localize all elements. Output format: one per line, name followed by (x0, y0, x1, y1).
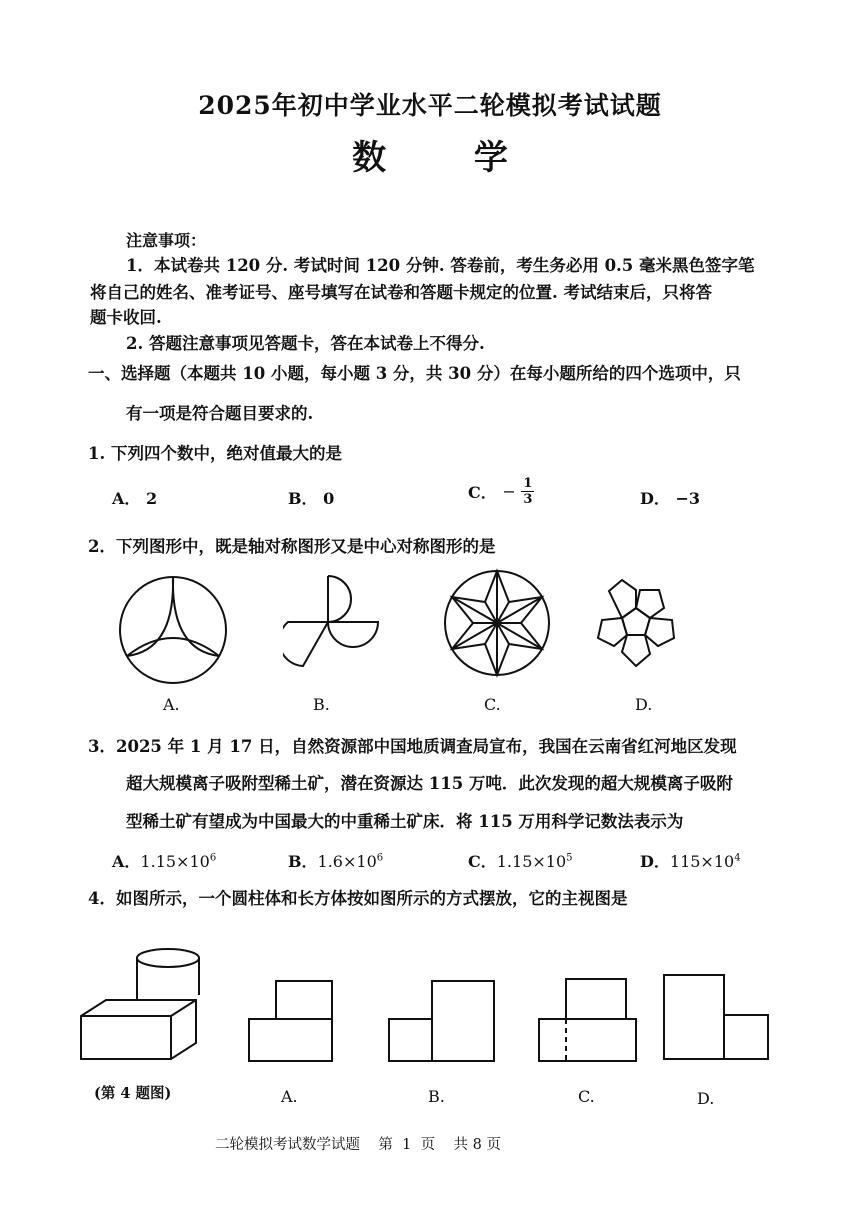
q4-figure-cylinder-cuboid (76, 945, 226, 1065)
q4-figure-caption: (第 4 题图) (94, 1085, 172, 1102)
q4-label-c: C. (578, 1087, 595, 1106)
q2-figure-b-pinwheel (283, 570, 393, 680)
q2-label-b: B. (313, 695, 330, 714)
q3-option-a-value: 1.15×10 (140, 852, 210, 871)
q1-option-b: B． 0 (288, 489, 335, 508)
q1-option-c (468, 476, 534, 507)
q2-label-a: A. (163, 695, 180, 714)
notice-item-2: 2. 答题注意事项见答题卡，答在本试卷上不得分. (126, 334, 485, 353)
q3-option-d-exponent: 4 (734, 852, 741, 864)
exam-title: 2025年初中学业水平二轮模拟考试试题 (198, 91, 662, 120)
q3-option-a-label: A． (112, 852, 141, 871)
q3-option-c (468, 849, 573, 872)
notice-item-1-line-3: 题卡收回. (90, 308, 162, 327)
question-4-stem: 4．如图所示，一个圆柱体和长方体按如图所示的方式摆放，它的主视图是 (88, 889, 628, 908)
q4-view-a (246, 978, 336, 1064)
q3-option-d (640, 849, 741, 872)
q2-label-c: C. (484, 695, 501, 714)
q1-option-a: A． 2 (112, 489, 158, 508)
q4-view-c (536, 976, 640, 1064)
q2-label-d: D. (635, 695, 653, 714)
q3-option-d-value: 115×10 (669, 852, 735, 871)
q3-option-b-exponent: 6 (376, 852, 384, 864)
fraction-denominator: 3 (523, 492, 533, 507)
notice-heading: 注意事项： (126, 231, 207, 250)
subject-title: 数 学 (352, 138, 546, 178)
q2-figure-d-pentagons (578, 568, 694, 678)
fraction-numerator: 1 (523, 476, 533, 491)
q3-option-c-value: 1.15×10 (496, 852, 567, 871)
q4-view-b (386, 978, 498, 1064)
q2-figure-a-circle-triangle (113, 570, 233, 690)
q4-view-d (661, 972, 773, 1062)
q1-option-c-sign: − (502, 482, 516, 501)
q4-label-a: A. (281, 1087, 298, 1106)
q1-option-d: D． −3 (640, 489, 700, 508)
q4-label-b: B. (428, 1087, 445, 1106)
q4-label-d: D. (697, 1089, 715, 1108)
q1-option-c-label: C． (468, 483, 497, 502)
question-3-line-2: 超大规模离子吸附型稀土矿，潜在资源达 115 万吨．此次发现的超大规模离子吸附 (126, 774, 733, 793)
q3-option-c-label: C． (468, 852, 497, 871)
q3-option-b (288, 849, 383, 872)
q1-option-c-fraction (521, 476, 534, 507)
section-1-heading-cont: 有一项是符合题目要求的. (126, 404, 314, 423)
q3-option-b-label: B． (288, 852, 318, 871)
page-footer: 二轮模拟考试数学试题 第 1 页 共 8 页 (215, 1137, 501, 1153)
q3-option-a (112, 849, 216, 872)
section-1-heading: 一、选择题（本题共 10 小题，每小题 3 分，共 30 分）在每小题所给的四个选项中，只 (88, 364, 741, 383)
q3-option-c-exponent: 5 (566, 852, 573, 864)
notice-item-1-line-2: 将自己的姓名、准考证号、座号填写在试卷和答题卡规定的位置. 考试结束后，只将答 (90, 283, 712, 302)
question-3-line-1: 3．2025 年 1 月 17 日，自然资源部中国地质调查局宣布，我国在云南省红河地区发现 (88, 737, 737, 756)
question-1-stem: 1. 下列四个数中，绝对值最大的是 (88, 444, 342, 463)
question-2-stem: 2．下列图形中，既是轴对称图形又是中心对称图形的是 (88, 537, 496, 556)
q3-option-a-exponent: 6 (209, 852, 217, 864)
q3-option-b-value: 1.6×10 (317, 852, 377, 871)
notice-item-1-line-1: 1．本试卷共 120 分. 考试时间 120 分钟. 答卷前，考生务必用 0.5 毫米黑色签字笔 (126, 256, 755, 275)
q2-figure-c-star-circle (441, 567, 553, 679)
question-3-line-3: 型稀土矿有望成为中国最大的中重稀土矿床．将 115 万用科学记数法表示为 (126, 812, 684, 831)
q3-option-d-label: D． (640, 852, 670, 871)
